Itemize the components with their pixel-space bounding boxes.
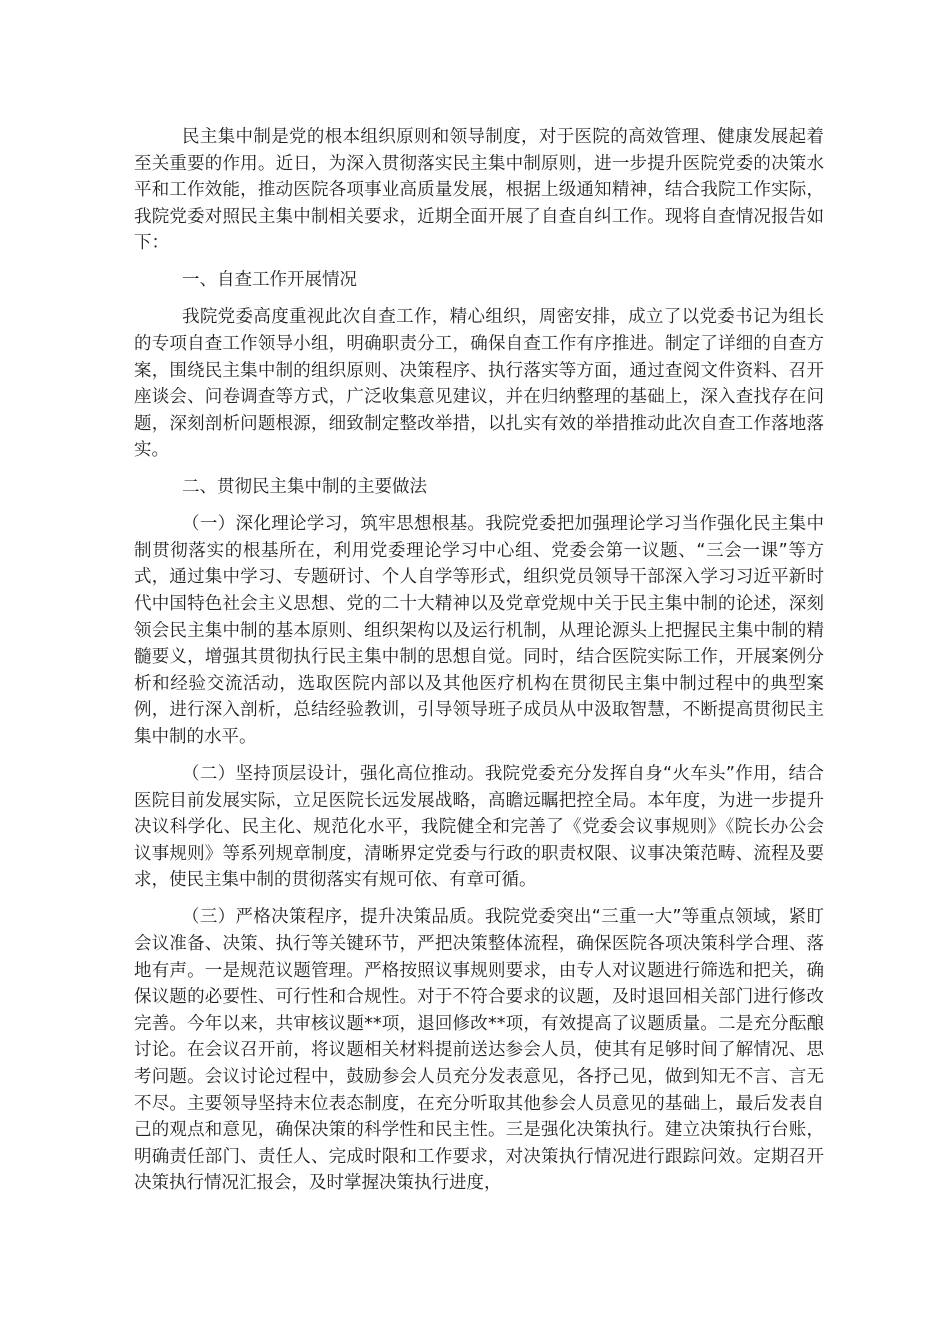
section-2-item-1-paragraph: （一）深化理论学习，筑牢思想根基。我院党委把加强理论学习当作强化民主集中制贯彻落实的根基所在，利用党委理论学习中心组、党委会第一议题、“三会一课”等方式，通过集中学习、专题研讨、个人自学等形式，组织党员领导干部深入学习习近平新时代中国特色社会主义思想、党的二十大精神以及党章党规中关于民主集中制的论述，深刻领会民主集中制的基本原则、组织架构以及运行机制，从理论源头上把握民主集中制的精髓要义，增强其贯彻执行民主集中制的思想自觉。同时，结合医院实际工作，开展案例分析和经验交流活动，选取医院内部以及其他医疗机构在贯彻民主集中制过程中的典型案例，进行深入剖析，总结经验教训，引导领导班子成员从中汲取智慧，不断提高贯彻民主集中制的水平。 [134, 514, 824, 748]
intro-paragraph: 民主集中制是党的根本组织原则和领导制度，对于医院的高效管理、健康发展起着至关重要的作用。近日，为深入贯彻落实民主集中制原则，进一步提升医院党委的决策水平和工作效能，推动医院各项事业高质量发展，根据上级通知精神，结合我院工作实际，我院党委对照民主集中制相关要求，近期全面开展了自查自纠工作。现将自查情况报告如下： [134, 127, 824, 254]
section-1-heading: 一、自查工作开展情况 [182, 270, 357, 291]
document-page [134, 124, 824, 1207]
section-2-item-3-paragraph: （三）严格决策程序，提升决策品质。我院党委突出“三重一大”等重点领域，紧盯会议准备、决策、执行等关键环节，严把决策整体流程，确保医院各项决策科学合理、落地有声。一是规范议题管理。严格按照议事规则要求，由专人对议题进行筛选和把关，确保议题的必要性、可行性和合规性。对于不符合要求的议题，及时退回相关部门进行修改完善。今年以来，共审核议题**项，退回修改**项，有效提高了议题质量。二是充分酝酿讨论。在会议召开前，将议题相关材料提前送达参会人员，使其有足够时间了解情况、思考问题。会议讨论过程中，鼓励参会人员充分发表意见，各抒己见，做到知无不言、言无不尽。主要领导坚持末位表态制度，在充分听取其他参会人员意见的基础上，最后发表自己的观点和意见，确保决策的科学性和民主性。三是强化决策执行。建立决策执行台账，明确责任部门、责任人、完成时限和工作要求，对决策执行情况进行跟踪问效。定期召开决策执行情况汇报会，及时掌握决策执行进度， [134, 907, 824, 1194]
section-2-heading: 二、贯彻民主集中制的主要做法 [182, 477, 427, 498]
section-2-item-2-paragraph: （二）坚持顶层设计，强化高位推动。我院党委充分发挥自身“火车头”作用，结合医院目前发展实际，立足医院长远发展战略，高瞻远瞩把控全局。本年度，为进一步提升决议科学化、民主化、规范化水平，我院健全和完善了《党委会议事规则》《院长办公会议事规则》等系列规章制度，清晰界定党委与行政的职责权限、议事决策范畴、流程及要求，使民主集中制的贯彻落实有规可依、有章可循。 [134, 764, 824, 891]
section-1-paragraph: 我院党委高度重视此次自查工作，精心组织，周密安排，成立了以党委书记为组长的专项自查工作领导小组，明确职责分工，确保自查工作有序推进。制定了详细的自查方案，围绕民主集中制的组织原则、决策程序、执行落实等方面，通过查阅文件资料、召开座谈会、问卷调查等方式，广泛收集意见建议，并在归纳整理的基础上，深入查找存在问题，深刻剖析问题根源，细致制定整改举措，以扎实有效的举措推动此次自查工作落地落实。 [134, 307, 824, 461]
